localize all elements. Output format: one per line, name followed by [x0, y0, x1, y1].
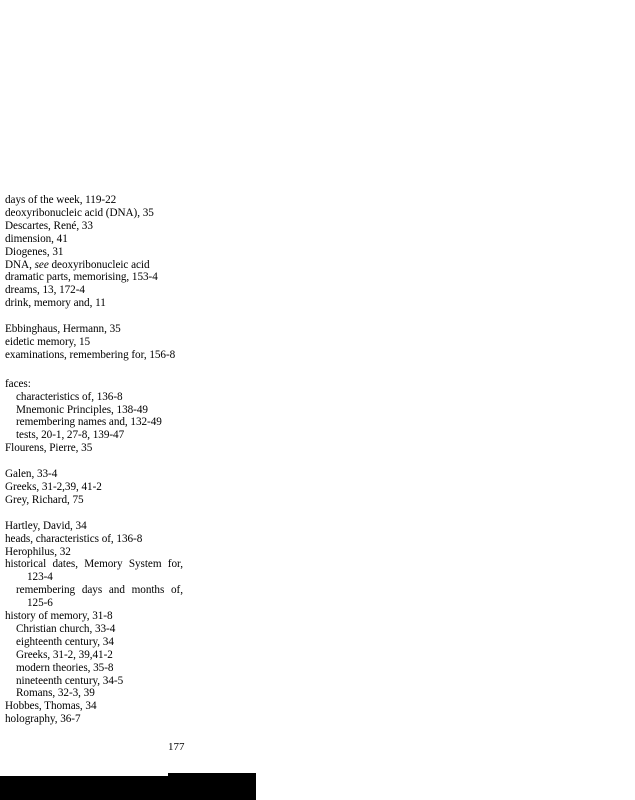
section-gap — [5, 507, 183, 520]
index-subentry: modern theories, 35-8 — [16, 661, 114, 674]
index-entry: Grey, Richard, 75 — [5, 493, 84, 506]
index-entry: Hobbes, Thomas, 34 — [5, 700, 97, 713]
scan-edge-shadow — [0, 776, 256, 800]
index-entry: holography, 36-7 — [5, 713, 81, 726]
index-entry: dramatic parts, memorising, 153-4 — [5, 271, 158, 284]
index-entry: Greeks, 31-2,39, 41-2 — [5, 481, 102, 493]
dna-prefix: DNA, — [5, 258, 35, 271]
index-entry: deoxyribonucleic acid (DNA), 35 — [5, 206, 154, 219]
index-heading-faces: faces: — [5, 377, 31, 390]
index-heading-history: history of memory, 31-8 — [5, 610, 113, 623]
index-entry: examinations, remembering for, 156-8 — [5, 348, 176, 361]
index-entry-continuation: 125-6 — [27, 597, 53, 610]
index-subentry: remembering days and months of, — [16, 584, 183, 597]
index-entry: days of the week, 119-22 — [5, 194, 117, 206]
page-number: 177 — [168, 741, 185, 753]
book-index — [5, 194, 183, 726]
index-entry: Hartley, David, 34 — [5, 519, 87, 532]
dna-target: deoxyribonucleic acid — [48, 258, 150, 271]
index-entry-continuation: 123-4 — [27, 571, 53, 584]
index-entry: Galen, 33-4 — [5, 468, 58, 481]
index-entry: eidetic memory, 15 — [5, 335, 91, 348]
index-subentry: Romans, 32-3, 39 — [16, 687, 95, 700]
index-entry: Flourens, Pierre, 35 — [5, 442, 93, 455]
index-subentry: remembering names and, 132-49 — [16, 416, 162, 429]
index-subentry: eighteenth century, 34 — [16, 635, 114, 648]
index-subentry: tests, 20-1, 27-8, 139-47 — [16, 429, 125, 442]
index-entry: Diogenes, 31 — [5, 245, 64, 258]
index-subentry: Christian church, 33-4 — [16, 622, 116, 635]
index-entry: Descartes, René, 33 — [5, 219, 93, 232]
index-subentry: characteristics of, 136-8 — [16, 390, 123, 403]
index-subentry: Mnemonic Principles, 138-49 — [16, 403, 148, 416]
index-entry: dimension, 41 — [5, 232, 68, 245]
index-entry: heads, characteristics of, 136-8 — [5, 532, 143, 545]
section-gap — [5, 455, 183, 468]
see-reference: see — [34, 258, 49, 271]
index-entry: dreams, 13, 172-4 — [5, 284, 85, 297]
index-entry: Herophilus, 32 — [5, 545, 71, 558]
index-entry-historical-dates: historical dates, Memory System for, — [5, 558, 183, 571]
index-subentry: nineteenth century, 34-5 — [16, 674, 124, 687]
index-entry-dna — [5, 259, 183, 272]
section-gap — [5, 362, 183, 378]
index-entry: drink, memory and, 11 — [5, 297, 106, 310]
index-subentry: Greeks, 31-2, 39,41-2 — [16, 648, 113, 661]
index-entry: Ebbinghaus, Hermann, 35 — [5, 323, 121, 336]
section-gap — [5, 310, 183, 323]
